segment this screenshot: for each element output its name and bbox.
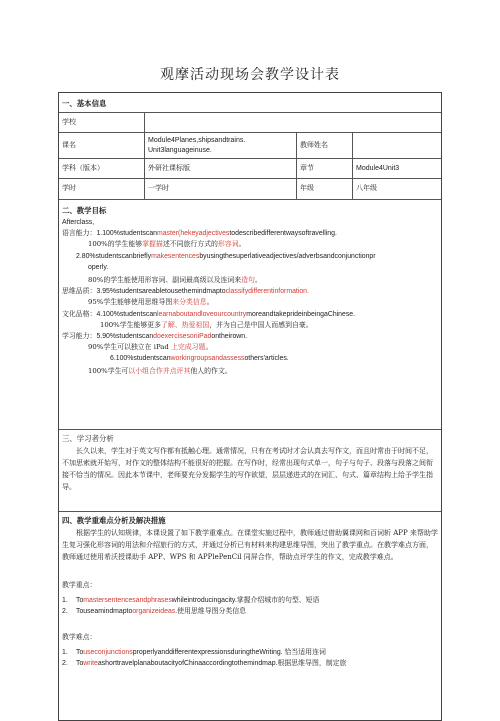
subject-label: 学科（版本） bbox=[59, 159, 145, 178]
goal-3-text: 3.95%studentsareabletousethemindmapto bbox=[96, 288, 226, 296]
goal-6-text-end: others'articles. bbox=[244, 355, 289, 363]
goal-1-cn-mid: 述不同旅行方式的 bbox=[162, 240, 218, 249]
key-item-2-text-end: .使用思维导图分类信息 bbox=[175, 608, 247, 616]
goal-6-highlight: workingroupsand bbox=[170, 355, 224, 363]
hours-value: 一学时 bbox=[145, 179, 297, 199]
hours-label: 学时 bbox=[59, 179, 145, 199]
row-school bbox=[59, 113, 441, 133]
goal-2-highlight: makesentences bbox=[151, 252, 200, 260]
goal-4-text-end: moreandtakeprideinbeingaChinese. bbox=[246, 310, 356, 318]
goal-2-cn-text: 80%的学生能使用形容词、副词最高级以及连词来 bbox=[88, 275, 242, 284]
difficulty-item-1-number: 1. bbox=[62, 648, 68, 656]
key-item-1-highlight: mastersentencesandphrases bbox=[83, 597, 172, 605]
goal-4 bbox=[62, 309, 438, 320]
goal-1-text: 1.100%studentscan bbox=[96, 230, 157, 238]
difficulty-item-1-highlight: useconjunctions bbox=[83, 648, 133, 656]
lesson-value bbox=[145, 133, 297, 158]
goal-5-cn bbox=[62, 342, 438, 353]
row-subject bbox=[59, 159, 441, 179]
goal-4-highlight: learnaboutandloveourcountry bbox=[156, 310, 247, 318]
difficulty-item-2-text: To bbox=[76, 660, 84, 668]
lang-ability-label: 语言能力： bbox=[62, 229, 97, 238]
key-points-text: 根据学生的认知规律，本课设置了如下教学重难点。在课堂实施过程中，教师通过借助翼课网和百词斩 APP 来帮助学生复习强化形容词的用法和介绍旅行的方式，并通过分析已有材料来构建思维导图，突出了教学重点。在教学难点方面，教师通过使用希沃授课助手 APP、WPS 和 APPlePenCil 同屏合作，帮助点评学生的作文，完成教学难点。 bbox=[62, 529, 438, 562]
key-item-1-text: To bbox=[76, 597, 84, 605]
difficulty-item-2-text-end: ashorttravelplanaboutacityofChinaaccordingtothemindmap.根据思维导图，制定旅 bbox=[97, 660, 347, 668]
goal-2-cn-highlight: 造句 bbox=[241, 275, 255, 284]
lesson-value-line1: Module4Planes,shipsandtrains. bbox=[148, 137, 246, 145]
objectives-intro: Afterclass, bbox=[62, 219, 95, 226]
goal-2-cn bbox=[62, 275, 438, 286]
goal-5-highlight: doexercisesoniPad bbox=[153, 332, 212, 340]
goal-3-cn-end: 。 bbox=[206, 298, 214, 307]
difficulty-item-1 bbox=[59, 647, 441, 658]
difficulty-item-2 bbox=[59, 658, 441, 669]
goal-4-cn-text: 100%学生能够更多 bbox=[100, 320, 162, 329]
grade-label: 年级 bbox=[297, 179, 353, 199]
goal-2-text-end: byusingthesuperlativeadjectives/adverbsandconjunctionpr bbox=[199, 252, 376, 260]
key-item-1 bbox=[59, 595, 441, 606]
subject-value: 外研社课标版 bbox=[145, 159, 297, 178]
page-title: 观摩活动现场会教学设计表 bbox=[160, 67, 340, 83]
goal-6-cn-end: 他人的作文。 bbox=[190, 367, 232, 376]
goal-3-highlight: classifydifferentinformation. bbox=[225, 288, 309, 296]
goal-4-text: 4.100%studentscan bbox=[96, 310, 157, 318]
teacher-value bbox=[353, 133, 441, 158]
key-item-1-number: 1. bbox=[62, 597, 68, 605]
goal-6-cn-highlight: 以小组合作并点评其 bbox=[128, 367, 191, 376]
thinking-label: 思维品质： bbox=[62, 287, 97, 296]
section-basic-info-header: 一、基本信息 bbox=[59, 93, 441, 113]
objectives-body bbox=[59, 217, 441, 378]
goal-4-cn-highlight: 了解、热爱祖国 bbox=[161, 320, 210, 329]
goal-3 bbox=[62, 286, 438, 297]
goal-2-text: 2.80%studentscanbriefly bbox=[76, 252, 152, 260]
difficulty-item-1-text: To bbox=[76, 648, 84, 656]
goal-3-cn bbox=[62, 297, 438, 308]
goal-4-cn-end: ，并为自己是中国人而感到自豪。 bbox=[209, 320, 313, 329]
section-key-points bbox=[59, 512, 441, 720]
chapter-label: 章节 bbox=[297, 159, 353, 178]
section-learner-analysis-header: 三、学习者分析 bbox=[62, 434, 114, 443]
difficulty-item-2-highlight: write bbox=[83, 660, 98, 668]
difficulty-item-2-number: 2. bbox=[62, 660, 68, 668]
goal-1-cn bbox=[62, 239, 438, 250]
grade-value: 八年级 bbox=[356, 184, 377, 193]
chapter-value: Module4Unit3 bbox=[356, 164, 400, 172]
goal-6-text: 6.100%studentscan bbox=[110, 355, 171, 363]
section-learner-analysis bbox=[59, 430, 441, 512]
key-item-2-number: 2. bbox=[62, 608, 68, 616]
difficulty-item-1-text-end: properlyanddifferentexpressionsduringtheWriting. 恰当适用连词 bbox=[132, 648, 326, 656]
key-item-2 bbox=[59, 606, 441, 617]
goal-1-cn-text: 100%的学生能够 bbox=[88, 240, 143, 249]
goal-1-cn-highlight2: 形容词 bbox=[217, 240, 239, 249]
key-item-1-text-end: whileintroducingacity.掌握介绍城市的句型、短语 bbox=[171, 597, 320, 605]
goal-3-cn-text: 95%学生能够使用思维导图 bbox=[88, 298, 173, 307]
goal-2-cont: operly. bbox=[88, 263, 109, 271]
goal-6 bbox=[62, 353, 438, 364]
goal-5 bbox=[62, 331, 438, 342]
school-label: 学校 bbox=[59, 113, 145, 132]
goal-6-cn bbox=[62, 366, 438, 377]
key-item-2-text: Touseamindmapto bbox=[76, 608, 133, 616]
difficulty-label: 教学难点： bbox=[62, 632, 97, 641]
row-hours bbox=[59, 179, 441, 200]
goal-6-cn-text: 100%学生可 bbox=[88, 367, 129, 376]
goal-5-text-end: ontheirown. bbox=[211, 332, 248, 340]
section-objectives-header: 二、教学目标 bbox=[62, 206, 107, 215]
lesson-value-line2: Unit3languageinuse. bbox=[148, 146, 212, 154]
goal-1-highlight: master(hekeyadjectives bbox=[156, 230, 230, 238]
school-value bbox=[145, 113, 441, 132]
goal-1-cn-highlight: 掌握描 bbox=[142, 240, 163, 249]
key-label: 教学重点： bbox=[62, 581, 97, 590]
goal-4-cn bbox=[62, 320, 438, 331]
teacher-label: 教师姓名 bbox=[297, 133, 353, 158]
goal-1 bbox=[62, 228, 438, 239]
goal-1-cn-end: 。 bbox=[238, 240, 246, 249]
section-key-points-header: 四、教学重难点分析及解决措施 bbox=[62, 516, 166, 525]
lesson-plan-table bbox=[58, 92, 442, 721]
lesson-label: 课名 bbox=[59, 133, 145, 158]
goal-5-cn-highlight: 上完成习题 bbox=[170, 343, 206, 352]
goal-6-highlight2: assess bbox=[223, 355, 245, 363]
study-label: 学习能力： bbox=[62, 331, 97, 340]
learner-analysis-text: 长久以来，学生对于英文写作都有抵触心理。通常情况，只有在考试时才会认真去写作文，而且时常由于时间不足，不加思索就开始写，对作文的整体结构不能很好的把握。在写作时，经常出现句式单一，句子与句子、段落与段落之间衔接不恰当的情况。因此本节课中，老师要充分发掘学生的写作欲望，层层递进式的在词汇、句式、篇章结构上给予学生指导。 bbox=[62, 447, 433, 492]
section-objectives bbox=[59, 200, 441, 430]
goal-2 bbox=[62, 251, 438, 262]
goal-2-cn-end: 。 bbox=[254, 275, 262, 284]
row-lesson bbox=[59, 133, 441, 159]
culture-label: 文化品格： bbox=[62, 309, 97, 318]
goal-3-cn-highlight: 来分类信息 bbox=[172, 298, 207, 307]
goal-5-cn-text: 90%学生可以独立在 iPad bbox=[88, 343, 171, 352]
goal-5-text: 5.90%studentscan bbox=[96, 332, 154, 340]
key-item-2-highlight: organizeideas bbox=[132, 608, 176, 616]
goal-1-text-end: todescribedifferentwaysoftravelling. bbox=[229, 230, 337, 238]
goal-5-cn-end: 。 bbox=[205, 343, 213, 352]
